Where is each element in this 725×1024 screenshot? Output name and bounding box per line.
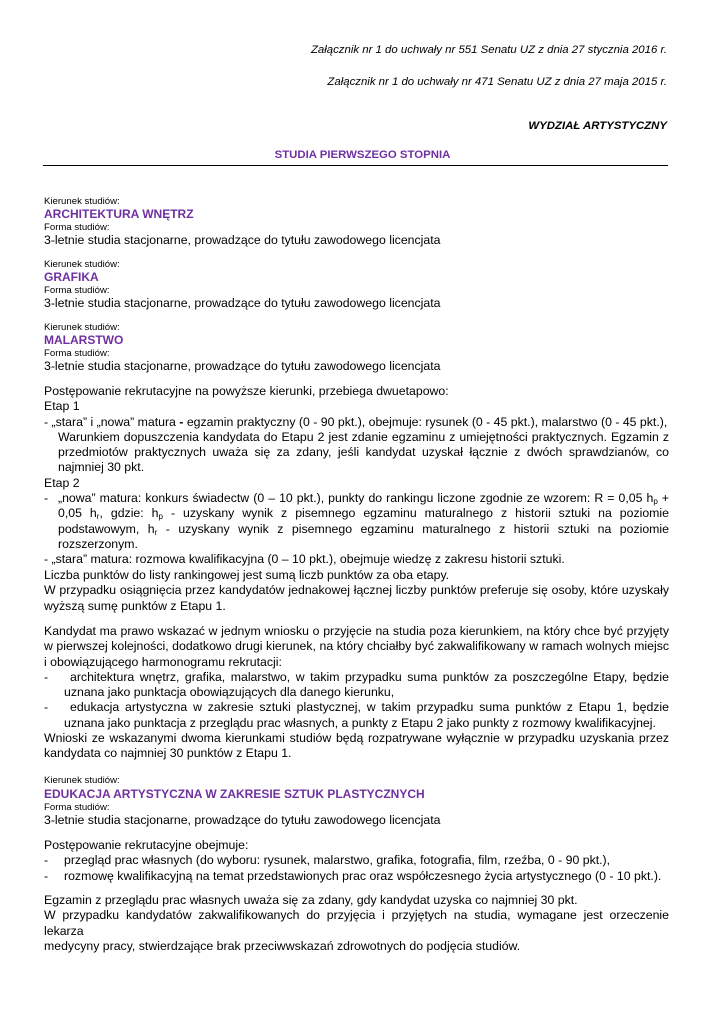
major-label: Kierunek studiów: xyxy=(44,322,120,333)
recruitment-procedure xyxy=(44,384,669,568)
form-value: 3-letnie studia stacjonarne, prowadzące do tytułu zawodowego licencjata xyxy=(44,359,441,373)
edu-exam-rules: Egzamin z przeglądu prac własnych uważa się za zdany, gdy kandydat uzyska co najmniej 30 pkt. W przypadku kandydatów zakwalifikowanych do przyjęcia i przyjętych na studia, wymagane jest orzeczenie lekarza medycyny pracy, stwierdzające brak przeciwwskazań zdrowotnych do podjęcia studiów. xyxy=(44,893,669,953)
edu-bullet-interview: - rozmowę kwalifikacyjną na temat przedstawionych prac oraz współczesnego życia artystycznego (0 - 10 pkt.). xyxy=(44,868,662,883)
form-value: 3-letnie studia stacjonarne, prowadzące do tytułu zawodowego licencjata xyxy=(44,296,441,310)
stage-1-condition: Warunkiem dopuszczenia kandydata do Etapu 2 jest zdanie egzaminu z umiejętności praktycznych. Egzamin z xyxy=(58,429,669,444)
formula-line: „nowa” matura: konkurs świadectw (0 – 10 pkt.), punkty do rankingu liczone zgodnie ze wzorem: R = 0,05 $h_p$ + xyxy=(58,491,669,507)
formula-definition-cont: podstawowym, $h_r$ - uzyskany wynik z pisemnego egzaminu maturalnego z historii sztuki na poziomie xyxy=(58,521,669,537)
formula-definition: 0,05 $h_r$, gdzie: $h_p$ - uzyskany wynik z pisemnego egzaminu maturalnego z historii sztuki na poziomie xyxy=(58,506,669,522)
stage-2-old-matura: - „stara” matura: rozmowa kwalifikacyjna (0 – 10 pkt.), obejmuje wiedzę z zakresu historii sztuki. xyxy=(44,552,565,567)
second-major-bullet-2: - edukacja artystyczna w zakresie sztuki plastycznej, w takim przypadku suma punktów z Etapu 1, będzie uznana jako punktacja z przeglądu prac własnych, a punkty z Etapu 2 jako punkty z rozmowy kwalifikacyjnej. xyxy=(44,700,669,730)
recruitment-intro: Postępowanie rekrutacyjne na powyższe kierunki, przebiega dwuetapowo: xyxy=(44,384,449,398)
stage-1-condition-cont: przedmiotów praktycznych uważa się za zdany, jeśli kandydat uzyskał łącznie z dwóch sprawdzianów, co xyxy=(58,445,669,460)
stage-2-new-matura: - „nowa” matura: konkurs świadectw (0 – 10 pkt.), punkty do rankingu liczone zgodnie ze wzorem: R = 0,05 $h_p$ + 0,05 $h_r$, gdzie: $h_p$ - uzyskany wynik z pisemnego egzaminu maturalnego z historii sztuki na poziomie podstawowym, $h_r$ - uzyskany wynik z pisemnego egzaminu maturalnego z historii sztuki na poziomie rozszerzonym. xyxy=(44,491,669,551)
major-label: Kierunek studiów: xyxy=(44,196,120,207)
edu-recruitment: Postępowanie rekrutacyjne obejmuje: - przegląd prac własnych (do wyboru: rysunek, malarstwo, grafika, fotografia, film, rzeźba, 0 - 90 pkt.), - rozmowę kwalifikacyjną na temat przedstawionych prac oraz współczesnego życia artystycznego (0 - 10 pkt.). xyxy=(44,838,669,884)
second-major-rules: Kandydat ma prawo wskazać w jednym wniosku o przyjęcie na studia poza kierunkiem, na który chce być przyjęty w pierwszej kolejności, dodatkowo drugi kierunek, na który chciałby być zakwalifikowany w ramach wolnych miejsc i obowiązującego harmonogramu rekrutacji: - architektura wnętrz, grafika, malarstwo, w takim przypadku suma punktów za poszczególne Etapy, będzie uznana jako punktacja obowiązujących dla danego kierunku, - edukacja artystyczna w zakresie sztuki plastycznej, w takim przypadku suma punktów z Etapu 1, będzie uznana jako punktacja z przeglądu prac własnych, a punkty z Etapu 2 jako punkty z rozmowy kwalifikacyjnej. Wnioski ze wskazanymi dwoma kierunkami studiów będą rozpatrywane wyłącznie w przypadku uzyskania przez kandydata co najmniej 30 punktów z Etapu 1. xyxy=(44,624,669,761)
ranking-rules: Liczba punktów do listy rankingowej jest sumą liczb punktów za oba etapy. W przypadku osiągnięcia przez kandydatów jednakowej łącznej liczby punktów preferuje się osoby, które uzyskały wyższą sumę punktów z Etapu 1. xyxy=(44,568,669,613)
faculty-name: WYDZIAŁ ARTYSTYCZNY xyxy=(528,120,667,132)
major-name-architektura: ARCHITEKTURA WNĘTRZ xyxy=(44,207,194,221)
major-name-grafika: GRAFIKA xyxy=(44,270,99,284)
form-label: Forma studiów: xyxy=(44,802,110,813)
major-label: Kierunek studiów: xyxy=(44,775,120,786)
form-value: 3-letnie studia stacjonarne, prowadzące do tytułu zawodowego licencjata xyxy=(44,813,441,827)
second-major-bullet-1: - architektura wnętrz, grafika, malarstwo, w takim przypadku suma punktów za poszczególne Etapy, będzie uznana jako punktacja obowiązujących dla danego kierunku, xyxy=(44,669,669,700)
stage-2-heading: Etap 2 xyxy=(44,475,80,490)
header-divider xyxy=(43,165,668,166)
major-name-malarstwo: MALARSTWO xyxy=(44,333,124,347)
form-value: 3-letnie studia stacjonarne, prowadzące do tytułu zawodowego licencjata xyxy=(44,233,441,247)
form-label: Forma studiów: xyxy=(44,285,110,296)
major-label: Kierunek studiów: xyxy=(44,259,120,270)
edu-bullet-portfolio: - przegląd prac własnych (do wyboru: rysunek, malarstwo, grafika, fotografia, film, rzeźba, 0 - 90 pkt.), xyxy=(44,853,611,868)
attachment-note-2015: Załącznik nr 1 do uchwały nr 471 Senatu UZ z dnia 27 maja 2015 r. xyxy=(327,76,667,88)
form-label: Forma studiów: xyxy=(44,348,110,359)
major-name-edukacja: EDUKACJA ARTYSTYCZNA W ZAKRESIE SZTUK PLASTYCZNYCH xyxy=(44,787,425,801)
attachment-note-2016: Załącznik nr 1 do uchwały nr 551 Senatu UZ z dnia 27 stycznia 2016 r. xyxy=(310,44,667,56)
stage-1-exam: - „stara” i „nowa” matura - egzamin praktyczny (0 - 90 pkt.), obejmuje: rysunek (0 - 45 pkt.), malarstwo (0 - 45 pkt.), xyxy=(44,414,668,429)
form-label: Forma studiów: xyxy=(44,222,110,233)
study-level-title: STUDIA PIERWSZEGO STOPNIA xyxy=(274,149,451,161)
stage-1-heading: Etap 1 xyxy=(44,399,80,414)
stage-1-min-points: najmniej 30 pkt. xyxy=(58,460,145,475)
